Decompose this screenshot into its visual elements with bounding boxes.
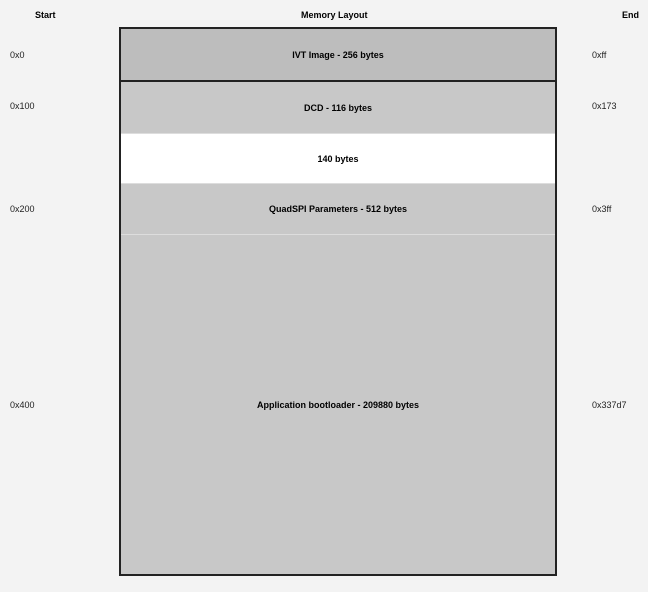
segment-gap[interactable]: [121, 133, 555, 184]
memory-layout-box: [119, 27, 557, 576]
segment-label: 140 bytes: [317, 153, 359, 164]
diagram-title: Memory Layout: [301, 10, 368, 20]
segment-ivt[interactable]: [121, 29, 555, 82]
start-address-quadspi: 0x200: [10, 204, 35, 214]
segment-label: DCD - 116 bytes: [303, 102, 373, 113]
start-address-app: 0x400: [10, 400, 35, 410]
end-address-dcd: 0x173: [592, 101, 617, 111]
end-column-header: End: [622, 10, 639, 20]
start-address-dcd: 0x100: [10, 101, 35, 111]
end-address-ivt: 0xff: [592, 50, 607, 60]
segment-label: Application bootloader - 209880 bytes: [256, 399, 420, 410]
segment-application[interactable]: [121, 235, 555, 574]
start-address-ivt: 0x0: [10, 50, 25, 60]
end-address-quadspi: 0x3ff: [592, 204, 612, 214]
end-address-app: 0x337d7: [592, 400, 627, 410]
start-column-header: Start: [35, 10, 56, 20]
segment-dcd[interactable]: [121, 82, 555, 133]
segment-label: IVT Image - 256 bytes: [292, 49, 384, 60]
segment-label: QuadSPI Parameters - 512 bytes: [268, 204, 408, 214]
segment-quadspi[interactable]: [121, 184, 555, 235]
